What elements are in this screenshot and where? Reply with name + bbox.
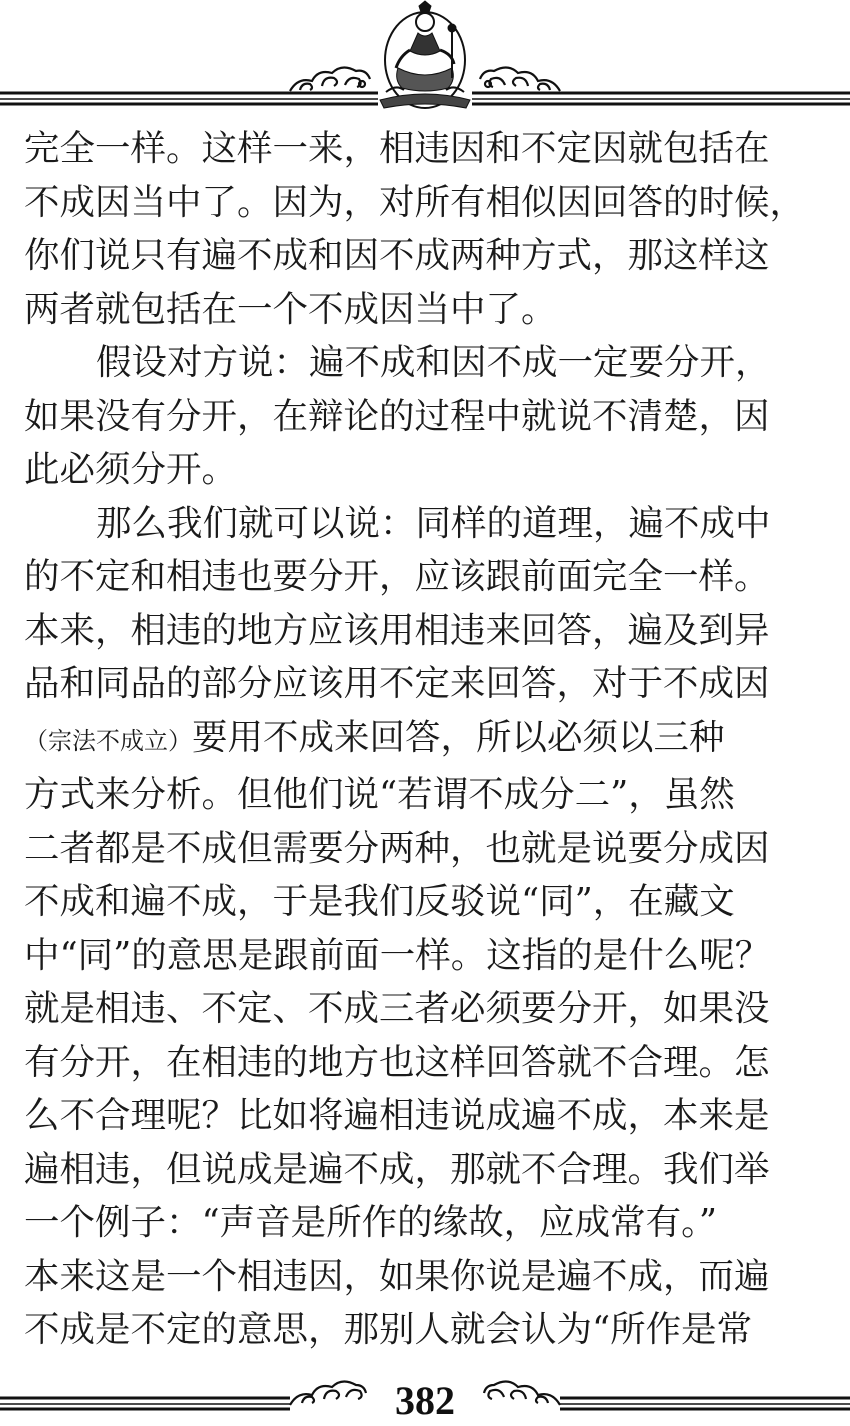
page-body — [24, 122, 826, 1357]
text-line: 本来，相违的地方应该用相违来回答，遍及到异 — [24, 609, 770, 651]
text-line: 就是相违、不定、不成三者必须要分开，如果没 — [24, 988, 770, 1029]
text-line: 遍相违，但说成是遍不成，那就不合理。我们举 — [24, 1148, 770, 1190]
text-line: 要用不成来回答，所以必须以三种 — [192, 716, 725, 758]
footer-left-cloud-icon — [290, 1381, 366, 1405]
text-line: 一个例子：“声音是所作的缘故，应成常有。” — [24, 1202, 718, 1243]
text-line: 方式来分析。但他们说“若谓不成分二”，虽然 — [24, 774, 735, 815]
text-line: 那么我们就可以说：同样的道理，遍不成中 — [96, 502, 771, 544]
text-line: 你们说只有遍不成和因不成两种方式，那这样这 — [24, 235, 770, 276]
paragraph-1 — [24, 122, 826, 336]
page-footer — [0, 1375, 850, 1426]
header-ornament-svg — [0, 0, 850, 115]
text-line: 中“同”的意思是跟前面一样。这指的是什么呢？ — [24, 934, 771, 976]
paragraph-2 — [24, 336, 826, 497]
page-header-ornament — [0, 0, 850, 115]
text-line: 完全一样。这样一来，相违因和不定因就包括在 — [24, 128, 770, 169]
text-line: 不成和遍不成，于是我们反驳说“同”，在藏文 — [24, 881, 735, 922]
right-cloud-icon — [480, 67, 560, 91]
text-line: 假设对方说：遍不成和因不成一定要分开， — [96, 342, 771, 383]
footer-right-cloud-icon — [484, 1381, 560, 1405]
text-line: 不成因当中了。因为，对所有相似因回答的时候， — [24, 181, 806, 223]
text-line-with-note — [24, 711, 826, 769]
text-line: 此必须分开。 — [24, 449, 238, 490]
text-line: 有分开，在相违的地方也这样回答就不合理。怎 — [24, 1041, 770, 1083]
text-line: 二者都是不成但需要分两种，也就是说要分成因 — [24, 827, 770, 869]
padmasambhava-figure-icon — [380, 1, 470, 108]
text-line: 的不定和相违也要分开，应该跟前面完全一样。 — [24, 556, 770, 597]
text-line: 品和同品的部分应该用不定来回答，对于不成因 — [24, 663, 770, 704]
text-line: 么不合理呢？比如将遍相违说成遍不成，本来是 — [24, 1095, 770, 1136]
inline-note: （宗法不成立） — [24, 726, 192, 755]
page-number: 382 — [395, 1378, 455, 1423]
text-line: 如果没有分开，在辩论的过程中就说不清楚，因 — [24, 395, 770, 437]
text-line: 不成是不定的意思，那别人就会认为“所作是常 — [24, 1309, 753, 1350]
text-line: 本来这是一个相违因，如果你说是遍不成，而遍 — [24, 1255, 770, 1297]
paragraph-3 — [24, 497, 826, 1357]
left-cloud-icon — [290, 67, 370, 91]
text-line: 两者就包括在一个不成因当中了。 — [24, 288, 557, 330]
